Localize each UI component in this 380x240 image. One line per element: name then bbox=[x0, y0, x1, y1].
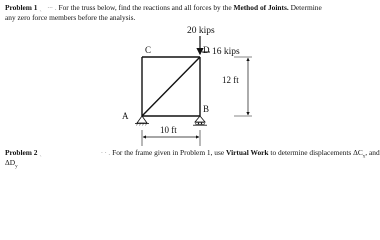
problem-2 bbox=[5, 148, 380, 172]
problem-1-title: Problem 1 bbox=[5, 3, 38, 12]
load-label-20-kips: 20 kips bbox=[187, 26, 215, 36]
node-label-d: D bbox=[203, 45, 210, 55]
problem-2-sub-d: y bbox=[15, 164, 18, 170]
truss-members bbox=[142, 57, 200, 116]
problem-2-text-a: For the frame given in Problem 1, use bbox=[112, 148, 225, 157]
problem-2-marker: ˎ bbox=[37, 148, 42, 157]
problem-2-text bbox=[101, 148, 380, 162]
problem-2-text-c: , and bbox=[365, 148, 380, 157]
problem-1-intro-2: Determine bbox=[290, 3, 322, 12]
node-label-b: B bbox=[203, 104, 210, 114]
problem-2-method: Virtual Work bbox=[226, 148, 269, 157]
height-dimension bbox=[234, 57, 252, 116]
problem-1-line-2: any zero force members before the analysis. bbox=[5, 12, 136, 22]
load-label-16-kips: 16 kips bbox=[212, 47, 240, 57]
problem-2-bullet: ∙ ∙ . bbox=[101, 148, 113, 157]
problem-2-text-b: to determine displacements ΔC bbox=[270, 148, 363, 157]
problem-2-delta-d: ΔD bbox=[5, 157, 16, 167]
problem-1-marker: ˎ ∙∙∙ . bbox=[37, 3, 59, 12]
height-dimension-label: 12 ft bbox=[222, 75, 239, 85]
problem-1-intro: For the truss below, find the reactions and all forces by the bbox=[58, 3, 232, 12]
pin-support-a bbox=[135, 116, 149, 126]
problem-2-line-1 bbox=[5, 148, 380, 160]
problem-2-sub-c: x bbox=[362, 154, 366, 160]
width-dimension-label: 10 ft bbox=[160, 125, 177, 135]
member-ad bbox=[142, 57, 200, 116]
node-label-c: C bbox=[145, 45, 152, 55]
node-label-a: A bbox=[122, 111, 129, 121]
problem-1-method: Method of Joints. bbox=[233, 3, 289, 12]
problem-2-title: Problem 2 bbox=[5, 148, 38, 157]
roller-support-b bbox=[193, 116, 207, 125]
